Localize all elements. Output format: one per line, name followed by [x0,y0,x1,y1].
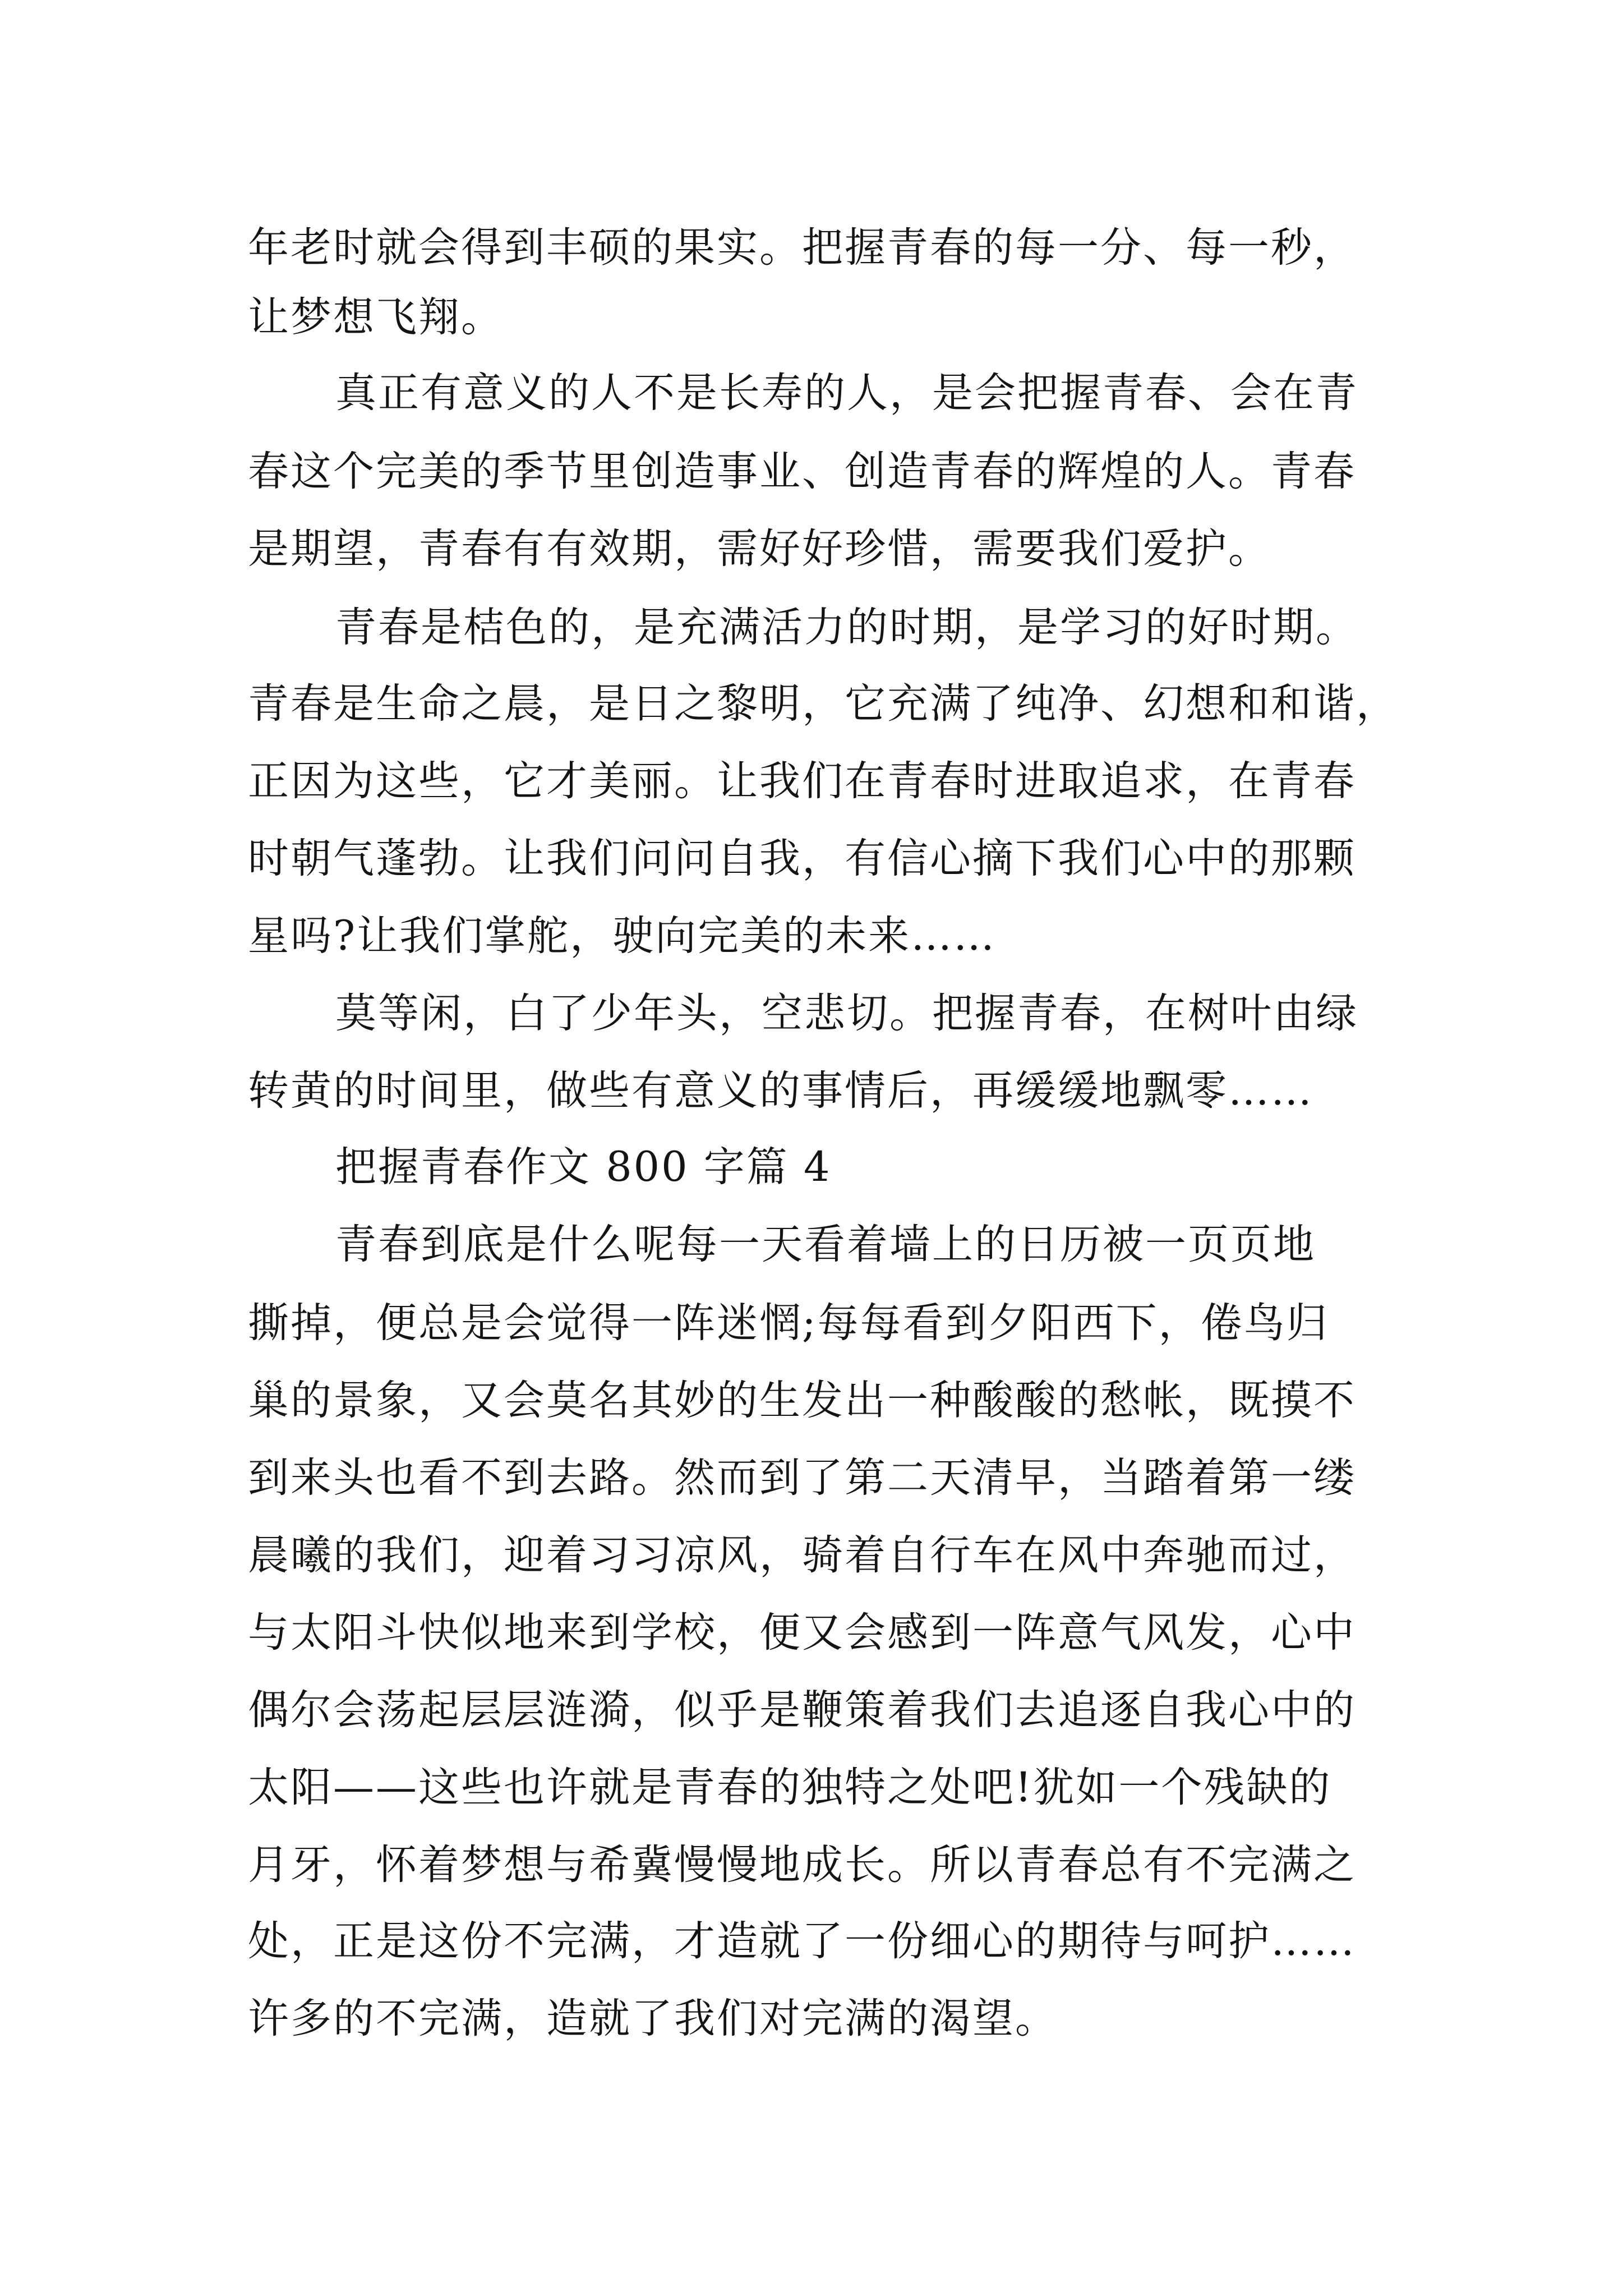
text-line: 到来头也看不到去路。然而到了第二天清早，当踏着第一缕 [248,1454,1356,1502]
text-line: 星吗?让我们掌舵，驶向完美的未来…… [248,912,997,960]
text-line: 青春是生命之晨，是日之黎明，它充满了纯净、幻想和和谐， [248,680,1399,728]
paragraph-start-line: 青春是桔色的，是充满活力的时期，是学习的好时期。 [335,604,1358,651]
text-line: 春这个完美的季节里创造事业、创造青春的辉煌的人。青春 [248,448,1356,495]
text-line: 年老时就会得到丰硕的果实。把握青春的每一分、每一秒， [248,224,1356,272]
text-line: 转黄的时间里，做些有意义的事情后，再缓缓地飘零…… [248,1067,1313,1115]
paragraph-start-line: 真正有意义的人不是长寿的人，是会把握青春、会在青 [335,369,1358,417]
text-line: 巢的景象，又会莫名其妙的生发出一种酸酸的愁帐，既摸不 [248,1377,1356,1424]
text-line: 与太阳斗快似地来到学校，便又会感到一阵意气风发，心中 [248,1609,1356,1657]
section-heading: 把握青春作文 800 字篇 4 [335,1143,832,1191]
text-line: 太阳——这些也许就是青春的独特之处吧!犹如一个残缺的 [248,1764,1332,1811]
text-line: 处，正是这份不完满，才造就了一份细心的期待与呵护…… [248,1917,1356,1965]
text-line: 晨曦的我们，迎着习习凉风，骑着自行车在风中奔驰而过， [248,1531,1356,1579]
paragraph-start-line: 青春到底是什么呢每一天看着墙上的日历被一页页地 [335,1221,1316,1268]
text-line: 偶尔会荡起层层涟漪，似乎是鞭策着我们去追逐自我心中的 [248,1686,1356,1734]
text-line: 时朝气蓬勃。让我们问问自我，有信心摘下我们心中的那颗 [248,835,1356,882]
text-line: 是期望，青春有有效期，需好好珍惜，需要我们爱护。 [248,525,1271,573]
text-line: 月牙，怀着梦想与希冀慢慢地成长。所以青春总有不完满之 [248,1841,1356,1889]
text-line: 正因为这些，它才美丽。让我们在青春时进取追求，在青春 [248,757,1356,805]
text-line: 让梦想飞翔。 [248,293,504,341]
text-line: 许多的不完满，造就了我们对完满的渴望。 [248,1995,1058,2042]
text-line: 撕掉，便总是会觉得一阵迷惘;每每看到夕阳西下，倦鸟归 [248,1299,1329,1347]
paragraph-start-line: 莫等闲，白了少年头，空悲切。把握青春，在树叶由绿 [335,990,1358,1037]
